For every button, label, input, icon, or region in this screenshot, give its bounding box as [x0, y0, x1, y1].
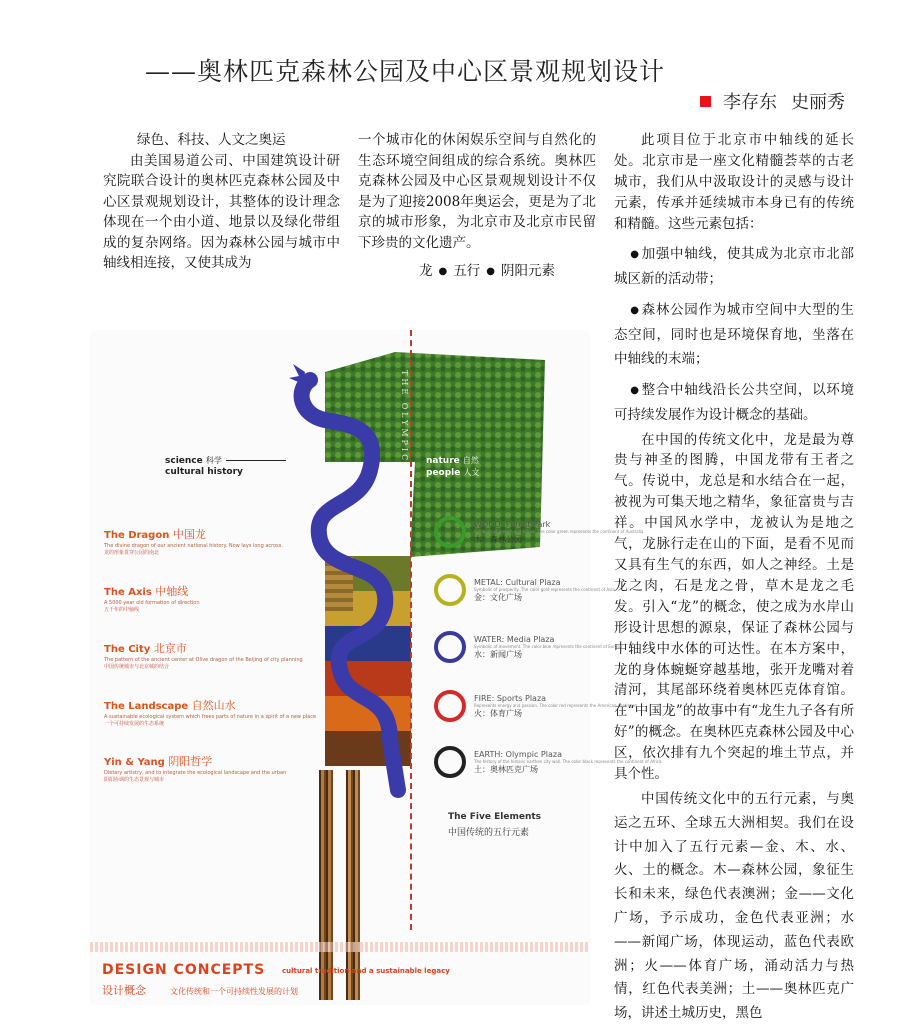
science-en: science: [165, 456, 203, 466]
element-title-zh: 水：新闻广场: [474, 650, 522, 659]
nature-en: nature: [426, 456, 460, 466]
cultural-history-label: cultural history: [165, 467, 243, 477]
concept-title-zh: 自然山水: [191, 699, 236, 712]
col2-paragraph: 一个城市化的休闲娱乐空间与自然化的生态环境空间组成的综合系统。奥林匹克森林公园及中心区景观规划设计不仅是为了迎接2008年奥运会，更是为了北京的城市形象，为北京市及北京市民留下珍贵的文化遗产。: [358, 132, 596, 251]
element-yinyang: 阴阳元素: [500, 263, 555, 279]
concept-desc: Dietary artistry, and to integrate the ecological landscape and the urban: [104, 770, 287, 776]
concept-title-zh: 北京市: [153, 642, 187, 655]
decorative-band: [90, 942, 590, 952]
earth-ring-icon: [434, 746, 466, 778]
design-concepts-title-zh: 设计概念: [102, 984, 146, 997]
element-title-zh: 土：奥林匹克广场: [474, 765, 538, 774]
concept-title-zh: 阴阳哲学: [168, 755, 213, 768]
metal-ring-icon: [434, 574, 466, 606]
column-2: [358, 130, 596, 283]
concept-axis: [104, 583, 264, 614]
bullet-icon: ●: [630, 384, 640, 396]
element-title: EARTH: Olympic Plaza: [474, 750, 562, 759]
column-3: [614, 130, 854, 1026]
concept-desc-zh: 阴阳协调的生态景观与城市: [104, 777, 165, 783]
element-desc: Symbolic of movement. The color blue represents the continent of Europe: [474, 644, 623, 649]
five-elements-title-zh: 中国传统的五行元素: [448, 828, 530, 838]
concept-title: Yin & Yang: [104, 757, 165, 768]
element-five: 五行: [453, 263, 481, 279]
science-label: [165, 455, 286, 478]
element-desc: Symbolic of prosperity. The color gold represents the continent of Asia: [474, 587, 615, 592]
col3-paragraph-dragon: 在中国的传统文化中，龙是最为尊贵与神圣的图腾，中国龙带有王者之气。传说中，龙总是和水结合在一起，被视为可集天地之精华，象征富贵与吉祥。中国风水学中，龙被认为是地之气，龙脉行走在山的下面，是看不见而又具有生气的东西，如人之神经。土是龙之肉，石是龙之骨，草木是龙之毛发。引入“龙”的概念，使之成为水岸山形设计思想的源泉，保证了森林公园与中轴线中水体的可达性。在本方案中，龙的身体蜿蜒穿越基地，张开龙嘴对着清河，其尾部环绕着奥林匹克体育馆。在“中国龙”的故事中有“龙生九子各有所好”的概念。在奥林匹克森林公园及中心区，依次排有九个突起的堆土节点，并具个性。: [614, 431, 854, 783]
nature-label: [426, 455, 480, 479]
bullet-item: [614, 378, 854, 427]
concept-city: [104, 640, 303, 671]
water-ring-icon: [434, 631, 466, 663]
element-dragon: 龙: [419, 263, 433, 279]
bullet-icon: ●: [630, 248, 640, 260]
wood-ring-icon: [434, 516, 466, 548]
concept-title-zh: 中国龙: [172, 528, 206, 541]
bullet-item: [614, 298, 854, 371]
bullet-icon: ●: [486, 266, 495, 277]
col1-paragraph: 由美国易道公司、中国建筑设计研究院联合设计的奥林匹克森林公园及中心区景观规划设计，其整体的设计理念体现在一个由小道、地景以及绿化带组成的复杂网络。因为森林公园与城市中轴线相连接，又使其成为: [103, 152, 340, 271]
concept-desc: The pattern of the ancient center at Olive dragon of the Beijing of city planning: [104, 657, 303, 663]
wood-texture: [319, 770, 333, 1000]
design-concepts-subtitle-zh: 文化传统和一个可持续性发展的计划: [170, 987, 298, 996]
concept-desc-zh: 一个可持续发展的生态系统: [104, 721, 165, 727]
bullet-text: 加强中轴线，使其成为北京市北部城区新的活动带；: [614, 245, 854, 287]
element-title-zh: 火：体育广场: [474, 709, 522, 718]
col3-paragraph-elements: 中国传统文化中的五行元素，与奥运之五环、全球五大洲相契。我们在设计中加入了五行元素—金、木、水、火、土的概念。木—森林公园，象征生长和未来，绿色代表澳洲；金——文化广场，予示成功，金色代表亚洲；水——新闻广场，体现运动，蓝色代表欧洲；火——体育广场，涌动活力与热情，红色代表美洲；土——奥林匹克广场，讲述土城历史，黑色: [614, 790, 854, 1022]
element-title: METAL: Cultural Plaza: [474, 578, 561, 587]
wood-texture: [346, 770, 360, 1000]
axis-label: THE OLYMPIC AXIS: [400, 370, 409, 501]
element-fire: [474, 694, 637, 719]
concept-yin-yang: [104, 753, 287, 784]
col3-intro: 此项目位于北京市中轴线的延长处。北京市是一座文化精髓荟萃的古老城市，我们从中汲取设计的灵感与设计元素，传承并延续城市本身已有的传统和精髓。这些元素包括：: [614, 132, 854, 232]
concept-title: The Axis: [104, 587, 152, 598]
concept-desc: A sustainable ecological system which frees parts of nature in a spirit of a new place: [104, 714, 317, 720]
concept-desc: The divine dragon of our ancient national history. Now lays long across.: [104, 543, 283, 549]
element-desc: Represents energy and passion. The color red represents the American continent: [474, 703, 637, 708]
design-concepts-subtitle: cultural tradition and a sustainable legacy: [282, 967, 450, 975]
concept-desc-zh: 五千年的中轴线: [104, 607, 140, 613]
concept-desc-zh: 龙的形象贯穿公园的南北: [104, 550, 160, 556]
science-zh: 科学: [205, 456, 222, 465]
red-square-icon: [700, 96, 711, 107]
people-zh: 人文: [463, 468, 480, 477]
people-en: people: [426, 468, 461, 478]
element-desc: Symbolic of growth and future. The color green represents the continent of Australia: [474, 529, 644, 534]
element-earth: [474, 750, 662, 775]
fire-ring-icon: [434, 690, 466, 722]
concept-dragon: [104, 526, 283, 557]
bullet-icon: ●: [438, 266, 448, 277]
bullet-text: 森林公园作为城市空间中大型的生态空间，同时也是环境保育地，坐落在中轴线的末端；: [614, 301, 854, 367]
element-water: [474, 635, 623, 660]
author-1: 李存东: [723, 92, 777, 113]
element-title: WATER: Media Plaza: [474, 635, 555, 644]
element-wood: [474, 520, 644, 545]
design-concepts-figure: [90, 330, 662, 1005]
bullet-icon: ●: [630, 304, 640, 316]
element-desc: The history of the historic earthen city wall. The color black represents the continent of Africa: [474, 759, 662, 764]
concept-landscape: [104, 697, 317, 728]
element-list: [358, 261, 596, 283]
concept-title: The Dragon: [104, 530, 170, 541]
article-title: ——奥林匹克森林公园及中心区景观规划设计: [145, 57, 666, 86]
element-title-zh: 金：文化广场: [474, 593, 522, 602]
section-subtitle: 绿色、科技、人文之奥运: [137, 132, 286, 148]
column-1: [103, 130, 340, 274]
concept-title: The Landscape: [104, 701, 189, 712]
element-metal: [474, 578, 615, 603]
element-title: WOOD: Forest Park: [474, 520, 551, 529]
element-title-zh: 木：森林公园: [474, 535, 522, 544]
concept-desc-zh: 中国传统城市与北京城的结合: [104, 664, 170, 670]
element-title: FIRE: Sports Plaza: [474, 694, 547, 703]
bullet-item: [614, 242, 854, 291]
bullet-text: 整合中轴线沿长公共空间，以环境可持续发展作为设计概念的基础。: [614, 381, 854, 423]
concept-desc: A 5000 year old formation of direction: [104, 600, 200, 606]
author-2: 史丽秀: [791, 92, 845, 113]
concept-title-zh: 中轴线: [155, 585, 189, 598]
concept-title: The City: [104, 644, 151, 655]
five-elements-title: The Five Elements: [448, 812, 542, 822]
authors: [700, 88, 845, 114]
design-concepts-title: DESIGN CONCEPTS: [102, 962, 266, 978]
nature-zh: 自然: [462, 456, 479, 465]
